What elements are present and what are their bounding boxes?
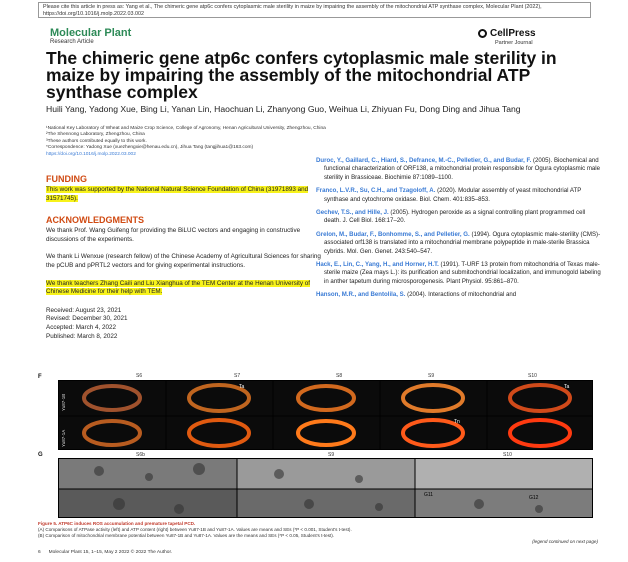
ref-body: (1991). T-URF 13 protein from mitochondria of Texas male-sterile maize (Zea mays L.): its purification and submitochondrial localization, and immunogold labeling in anther tapetum during microsporogenesis. Plant Physiol. 95:861–870.: [324, 261, 601, 285]
fluorescence-images: [59, 381, 593, 450]
citation-box: Please cite this article in press as: Yang et al., The chimeric gene atp6c confers cytoplasmic male sterility in maize by impairing the assembly of the mitochondrial ATP synthase complex, Molecular Plant (2022), https://doi.org/10.1016/j.molp.2022.03.002: [38, 2, 591, 18]
ack-paragraph-2: We thank Li Wenxue (research fellow) of the Chinese Academy of Agricultural Sciences for sharing the pCUB and pPRTL2 vectors and for giving experimental instructions.: [46, 253, 321, 269]
date-published: Published: March 8, 2022: [46, 332, 118, 340]
panel-g-grid: [58, 458, 593, 518]
ref-authors: Grelon, M., Budar, F., Bonhomme, S., and Pelletier, G.: [316, 230, 470, 238]
tissue-label: Tn: [454, 419, 460, 425]
stage-label: S10: [528, 373, 537, 379]
date-revised: Revised: December 30, 2021: [46, 315, 128, 323]
ref-authors: Hanson, M.R., and Bentolila, S.: [316, 291, 406, 299]
publisher-sub: Partner Journal: [495, 40, 533, 46]
reference-item: [316, 157, 601, 182]
publisher-logo-text: CellPress: [490, 28, 536, 39]
panel-g-label: G: [38, 452, 43, 458]
date-accepted: Accepted: March 4, 2022: [46, 323, 117, 331]
caption-label: Figure 5. ATP6C induces ROS accumulation and premature tapetal PCD.: [38, 521, 196, 526]
funding-highlight: This work was supported by the National Natural Science Foundation of China (31971893 and 31571745).: [46, 186, 309, 202]
reference-item: [316, 187, 601, 204]
tissue-label: G11: [424, 492, 434, 498]
cellpress-icon: [478, 29, 487, 38]
panel-f-grid: [58, 380, 593, 450]
ack-paragraph-3: [46, 280, 321, 297]
stage-label: S7: [234, 373, 241, 379]
correspondence: *Correspondence: Yadong Xue (xuezhengxie@henau.edu.cn), Jihua Tang (tangjihua1@163.com): [46, 145, 254, 151]
article-title: The chimeric gene atp6c confers cytoplasmic male sterility in maize by impairing the assembly of the mitochondrial ATP synthase complex: [46, 48, 557, 102]
article-type: Research Article: [50, 39, 94, 45]
ack-heading: ACKNOWLEDGMENTS: [46, 215, 144, 226]
affiliations: [46, 126, 606, 158]
stage-label: S6: [136, 373, 143, 379]
funding-heading: FUNDING: [46, 174, 87, 184]
row-label: Yu87-1B: [61, 393, 66, 411]
date-received: Received: August 23, 2021: [46, 306, 122, 314]
stage-label: S9: [428, 373, 435, 379]
reference-item: [316, 261, 601, 286]
affiliation-1: ¹National Key Laboratory of Wheat and Maize Crop Science, College of Agronomy, Henan Agricultural University, Zhengzhou, China: [46, 126, 326, 131]
ref-body: (2005). Biochemical and functional characterization of ORF138, a mitochondrial protein responsible for Ogura cytoplasmic male sterility in Brassiceae. Biochimie 87:1089–1100.: [324, 157, 601, 181]
ack-highlight: We thank teachers Zhang Caili and Liu Xianghua of the TEM Center at the Henan University of Chinese Medicine for their help with TEM.: [46, 279, 311, 296]
journal-name: Molecular Plant: [50, 27, 132, 39]
ref-authors: Gechev, T.S., and Hille, J.: [316, 209, 389, 217]
reference-item: [316, 231, 601, 256]
tissue-label: G12: [529, 495, 539, 501]
reference-item: [316, 291, 601, 299]
reference-item: [316, 209, 601, 226]
caption-continued: (legend continued on next page): [532, 539, 598, 544]
stage-label: S8: [336, 373, 343, 379]
affiliation-3: ³These authors contributed equally to this work.: [46, 138, 147, 144]
ref-authors: Duroc, Y., Gaillard, C., Hiard, S., Defrance, M.-C., Pelletier, G., and Budar, F.: [316, 157, 532, 164]
row-label: Yu87-1A: [61, 429, 66, 447]
page-number: 6: [38, 550, 41, 555]
tissue-label: Ta: [564, 384, 570, 390]
funding-text: [46, 186, 321, 203]
author-list: Huili Yang, Yadong Xue, Bing Li, Yanan Lin, Haochuan Li, Zhanyong Guo, Weihua Li, Zhiyuan Fu, Dong Ding and Jihua Tang: [46, 104, 521, 114]
page-footer: [38, 550, 598, 555]
stage-label: S9: [328, 452, 335, 458]
panel-f-label: F: [38, 374, 42, 380]
stage-label: S6b: [136, 452, 145, 458]
references-column: [316, 157, 601, 300]
dates-block: [46, 307, 321, 341]
caption-b: (B) Comparison of mitochondrial membrane potential between Yu87-1B and Yu87-1A. Values are the means and SEs (*P < 0.05, Student's t-test).: [38, 533, 335, 538]
ref-body: (2004). Interactions of mitochondrial and: [407, 291, 517, 299]
stage-label: S10: [503, 452, 512, 458]
cellpress-logo: [478, 28, 536, 39]
ack-paragraph-1: We thank Prof. Wang Guifeng for providing the BiLUC vectors and engaging in constructive discussions of the experiments.: [46, 227, 301, 243]
tem-images: [59, 459, 593, 518]
ref-body: (2005). Hydrogen peroxide as a signal controlling plant programmed cell death. J. Cell Biol. 168:17–20.: [324, 209, 586, 225]
caption-a: (A) Comparisons of ATPase activity (left) and ATP content (right) between Yu87-1B and Yu87-1A. Values are means and SEs (*P < 0.001, Student's t-test).: [38, 527, 352, 532]
ref-body: (1994). Ogura cytoplasmic male-sterility (CMS)-associated orf138 is translated into a mitochondrial membrane polypeptide in male-sterile Brassica cybrids. Mol. Gen. Genet. 243:540–547.: [324, 230, 601, 255]
footer-text: Molecular Plant 15, 1–15, May 2 2022 © 2022 The Author.: [48, 550, 173, 555]
left-column: [46, 174, 321, 341]
ref-authors: Hack, E., Lin, C., Yang, H., and Horner, H.T.: [316, 261, 439, 269]
tissue-label: Ta: [239, 384, 245, 390]
figure-caption: [38, 521, 598, 545]
doi-link[interactable]: https://doi.org/10.1016/j.molp.2022.03.002: [46, 151, 136, 157]
ref-body: (2020). Modular assembly of yeast mitochondrial ATP synthase and cytochrome oxidase. Biol. Chem. 401:835–853.: [324, 187, 582, 203]
affiliation-2: ²The Shennong Laboratory, Zhengzhou, China: [46, 132, 145, 138]
ref-authors: Franco, L.V.R., Su, C.H., and Tzagoloff, A.: [316, 187, 436, 195]
figure-5: [38, 372, 598, 520]
